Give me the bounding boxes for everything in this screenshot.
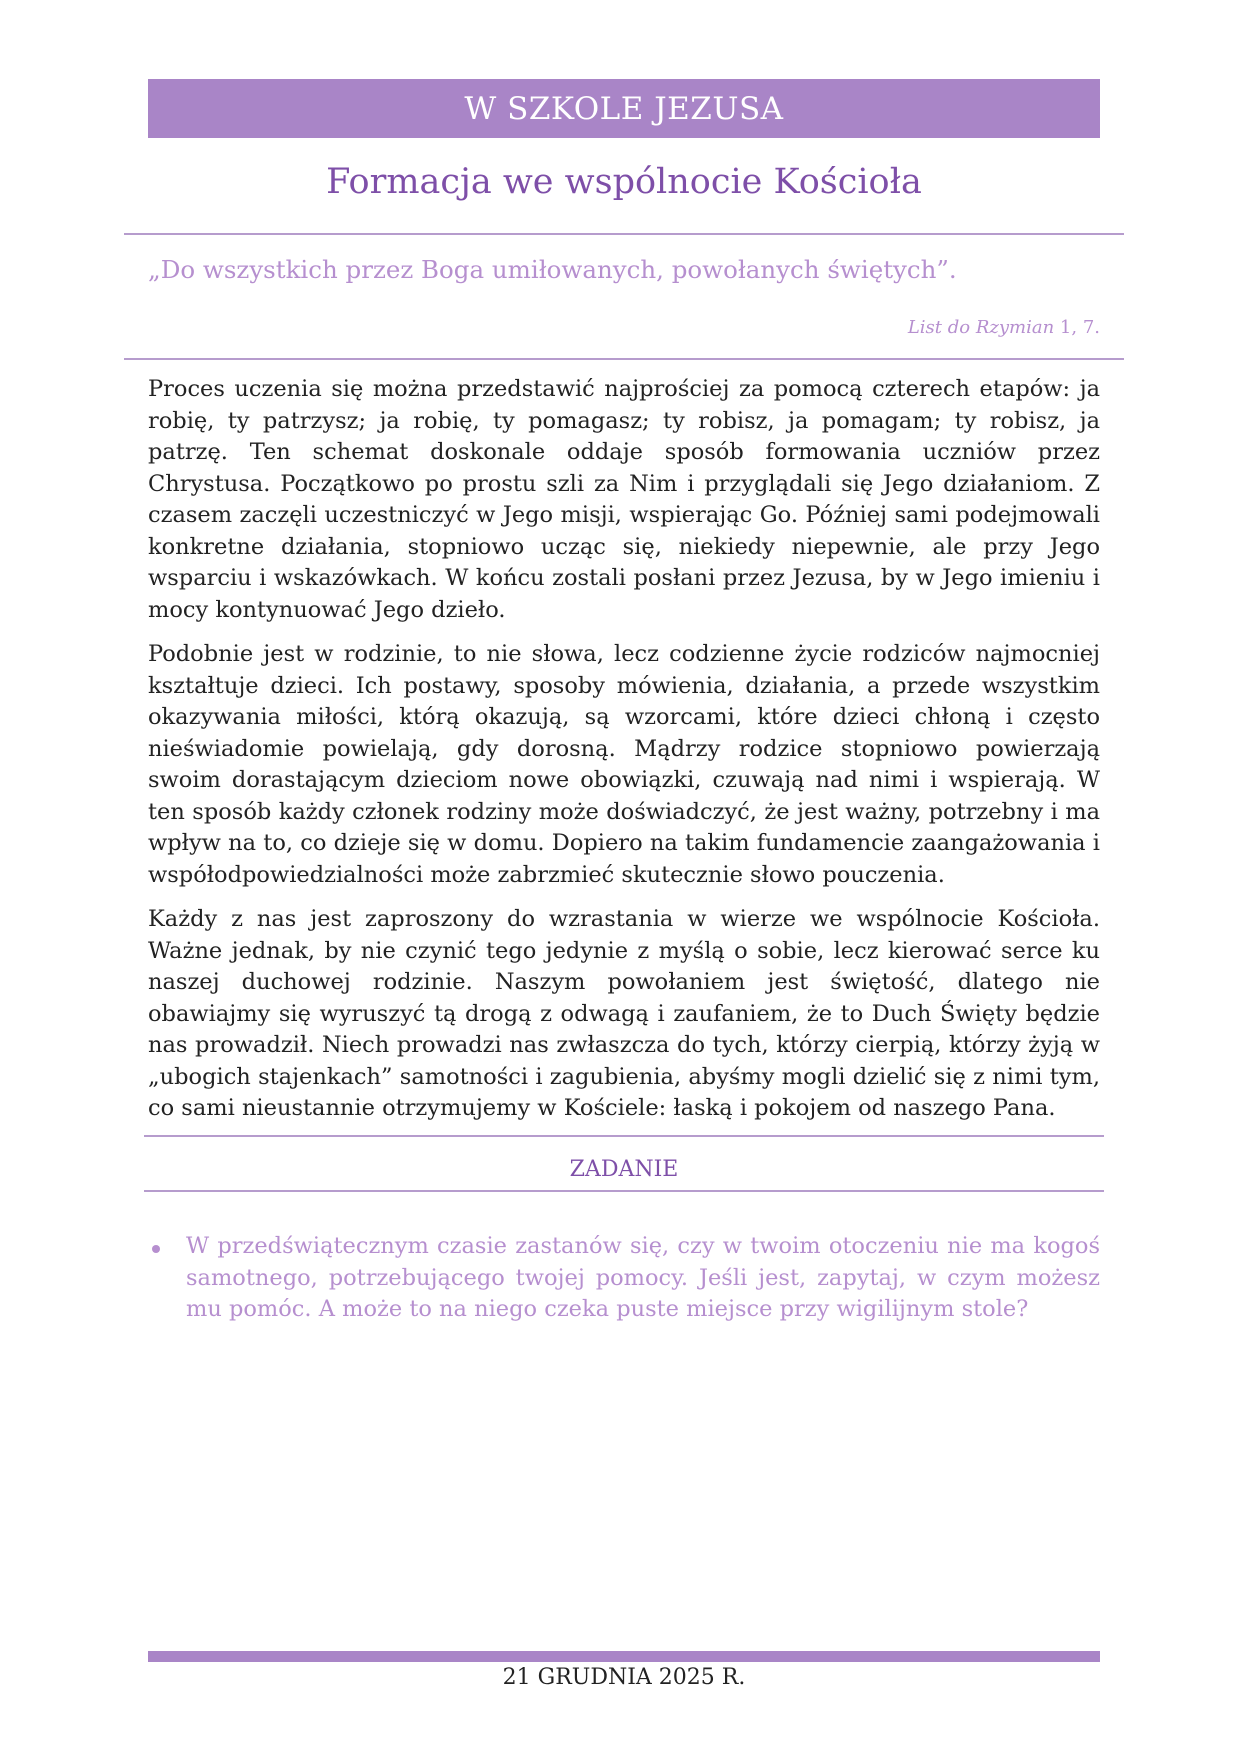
scripture-source-ref: 1, 7. (1059, 317, 1100, 338)
bullet-icon (152, 1245, 160, 1253)
scripture-source (148, 317, 1100, 338)
task-item-text: W przedświątecznym czasie zastanów się, czy w twoim otoczeniu nie ma kogoś samotnego, potrzebującego twojej pomocy. Jeśli jest, zapytaj, w czym możesz mu pomóc. A może to na niego czeka puste miejsce przy wigilijnym stole? (186, 1233, 1100, 1322)
footer-date: 21 GRUDNIA 2025 R. (502, 1665, 746, 1690)
body-text (148, 374, 1100, 1138)
body-paragraph: Podobnie jest w rodzinie, to nie słowa, lecz codzienne życie rodziców najmocniej kształtuje dzieci. Ich postawy, sposoby mówienia, działania, a przede wszystkim okazywania miłości, którą okazują, są wzorcami, które dzieci chłoną i często nieświadomie powielają, gdy dorosną. Mądrzy rodzice stopniowo powierzają swoim dorastającym dzieciom nowe obowiązki, czuwają nad nimi i wspierają. W ten sposób każdy członek rodziny może doświadczyć, że jest ważny, potrzebny i ma wpływ na to, co dzieje się w domu. Dopiero na takim fundamencie zaangażowania i współodpowiedzialności może zabrzmieć skutecznie słowo pouczenia. (148, 641, 1100, 888)
task-list (148, 1231, 1100, 1326)
task-heading: ZADANIE (569, 1157, 679, 1182)
section-title: W SZKOLE JEZUSA (464, 90, 784, 127)
page-title: Formacja we wspólnocie Kościoła (326, 162, 922, 202)
task-item (148, 1231, 1100, 1326)
scripture-source-book: List do Rzymian (907, 317, 1055, 338)
header-banner (148, 79, 1100, 138)
divider-quote (124, 358, 1124, 360)
divider-task-top (144, 1135, 1104, 1137)
divider-task-bottom (144, 1190, 1104, 1192)
scripture-quote: „Do wszystkich przez Boga umiłowanych, powołanych świętych”. (148, 255, 957, 284)
body-paragraph: Proces uczenia się można przedstawić najprościej za pomocą czterech etapów: ja robię, ty patrzysz; ja robię, ty pomagasz; ty robisz, ja pomagam; ty robisz, ja patrzę. Ten schemat doskonale oddaje sposób formowania uczniów przez Chrystusa. Początkowo po prostu szli za Nim i przyglądali się Jego działaniom. Z czasem zaczęli uczestniczyć w Jego misji, wspierając Go. Później sami podejmowali konkretne działania, stopniowo ucząc się, niekiedy niepewnie, ale przy Jego wsparciu i wskazówkach. W końcu zostali posłani przez Jezusa, by w Jego imieniu i mocy kontynuować Jego dzieło. (148, 376, 1100, 623)
divider-top (124, 233, 1124, 235)
footer-bar (148, 1651, 1100, 1662)
body-paragraph: Każdy z nas jest zaproszony do wzrastania w wierze we wspólnocie Kościoła. Ważne jednak, by nie czynić tego jedynie z myślą o sobie, lecz kierować serce ku naszej duchowej rodzinie. Naszym powołaniem jest świętość, dlatego nie obawiajmy się wyruszyć tą drogą z odwagą i zaufaniem, że to Duch Święty będzie nas prowadził. Niech prowadzi nas zwłaszcza do tych, którzy cierpią, którzy żyją w „ubogich stajenkach” samotności i zagubienia, abyśmy mogli dzielić się z nimi tym, co sami nieustannie otrzymujemy w Kościele: łaską i pokojem od naszego Pana. (148, 906, 1100, 1121)
